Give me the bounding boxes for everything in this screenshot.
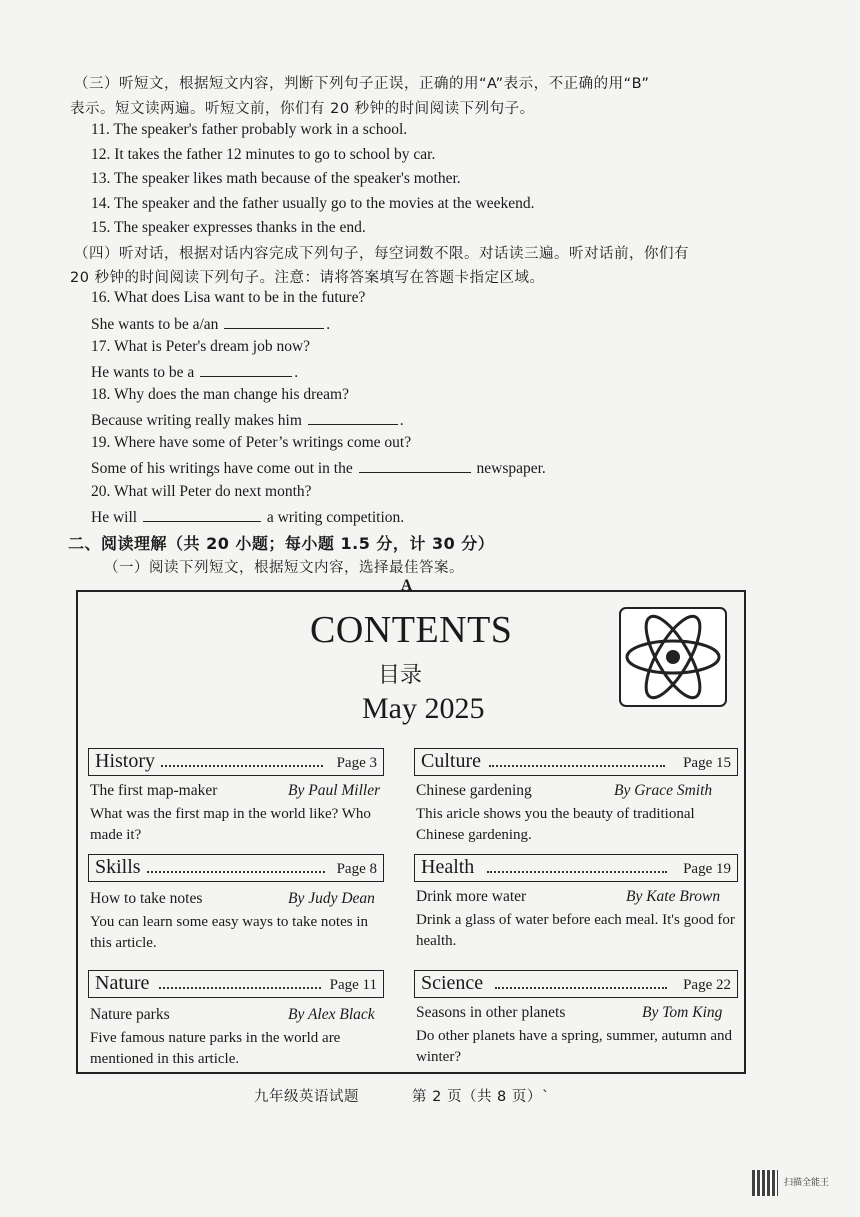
answer-20-prefix: He will xyxy=(91,509,138,526)
section-culture[interactable] xyxy=(414,748,738,776)
article-science-title: Seasons in other planets xyxy=(416,1004,566,1021)
section-culture-page: Page 15 xyxy=(683,755,731,771)
section-science-name: Science xyxy=(421,972,484,994)
section-health-leader xyxy=(487,861,667,873)
passage-label: A xyxy=(401,577,413,594)
article-health-author: By Kate Brown xyxy=(626,888,721,905)
section4-instruction-line1: （四）听对话，根据对话内容完成下列句子，每空词数不限。对话读三遍。听对话前，你们有 xyxy=(74,246,689,262)
answer-19-suffix: newspaper. xyxy=(476,460,546,477)
answer-19-blank[interactable] xyxy=(359,458,471,473)
section-history[interactable] xyxy=(88,748,384,776)
article-health-desc: Drink a glass of water before each meal. It's good for health. xyxy=(416,912,735,949)
answer-16-prefix: She wants to be a/an xyxy=(91,316,219,333)
article-culture-desc: This aricle shows you the beauty of traditional Chinese gardening. xyxy=(416,806,695,843)
answer-19-prefix: Some of his writings have come out in the xyxy=(91,460,353,477)
section3-instruction-line2: 表示。短文读两遍。听短文前，你们有 20 秒钟的时间阅读下列句子。 xyxy=(70,101,535,117)
question-13: 13. The speaker likes math because of the speaker's mother. xyxy=(91,170,461,187)
answer-18 xyxy=(91,410,404,430)
section-skills[interactable] xyxy=(88,854,384,882)
section-health-page: Page 19 xyxy=(683,861,731,877)
contents-title-cn: 目录 xyxy=(378,663,423,688)
question-18: 18. Why does the man change his dream? xyxy=(91,386,349,403)
article-nature-author: By Alex Black xyxy=(288,1006,375,1023)
answer-16 xyxy=(91,314,330,334)
section-history-leader xyxy=(161,755,323,767)
footer-page-info: 第 2 页（共 8 页）` xyxy=(412,1089,550,1105)
answer-19 xyxy=(91,458,546,478)
section-science[interactable] xyxy=(414,970,738,998)
answer-18-suffix: . xyxy=(399,412,404,429)
question-14: 14. The speaker and the father usually go to the movies at the weekend. xyxy=(91,195,535,212)
section-health-name: Health xyxy=(421,856,475,878)
article-nature-title: Nature parks xyxy=(90,1006,170,1023)
question-20: 20. What will Peter do next month? xyxy=(91,483,312,500)
article-history-title: The first map-maker xyxy=(90,782,218,799)
answer-20-blank[interactable] xyxy=(143,507,261,522)
section-nature-page: Page 11 xyxy=(329,977,377,993)
section-skills-leader xyxy=(147,861,325,873)
article-skills-desc: You can learn some easy ways to take notes in this article. xyxy=(90,914,368,951)
section-culture-name: Culture xyxy=(421,750,481,772)
question-17: 17. What is Peter's dream job now? xyxy=(91,338,311,355)
question-11: 11. The speaker's father probably work in a school. xyxy=(91,121,408,138)
article-culture-author: By Grace Smith xyxy=(614,782,713,799)
section-science-page: Page 22 xyxy=(683,977,731,993)
scanner-badge-label: 扫描全能王 xyxy=(784,1178,830,1188)
answer-17-prefix: He wants to be a xyxy=(91,364,195,381)
article-history-desc: What was the first map in the world like? Who made it? xyxy=(90,806,371,843)
article-health-title: Drink more water xyxy=(416,888,527,905)
article-nature-desc: Five famous nature parks in the world are mentioned in this article. xyxy=(90,1030,341,1067)
section-nature[interactable] xyxy=(88,970,384,998)
answer-17-blank[interactable] xyxy=(200,362,292,377)
question-12: 12. It takes the father 12 minutes to go to school by car. xyxy=(91,146,436,163)
section-history-name: History xyxy=(95,750,155,772)
section-culture-leader xyxy=(489,755,665,767)
section-science-leader xyxy=(495,977,667,989)
answer-20 xyxy=(91,507,404,527)
answer-20-suffix: a writing competition. xyxy=(266,509,405,526)
article-skills-title: How to take notes xyxy=(90,890,203,907)
answer-18-blank[interactable] xyxy=(308,410,398,425)
part2-subheading: （一）阅读下列短文，根据短文内容，选择最佳答案。 xyxy=(104,560,464,576)
answer-17 xyxy=(91,362,298,382)
section-skills-page: Page 8 xyxy=(336,861,377,877)
article-history-author: By Paul Miller xyxy=(288,782,381,799)
article-culture-title: Chinese gardening xyxy=(416,782,532,799)
section-skills-name: Skills xyxy=(95,856,141,878)
answer-18-prefix: Because writing really makes him xyxy=(91,412,302,429)
answer-17-suffix: . xyxy=(294,364,299,381)
atom-icon xyxy=(618,606,728,708)
footer-subject: 九年级英语试题 xyxy=(254,1089,359,1105)
section-nature-name: Nature xyxy=(95,972,150,994)
question-16: 16. What does Lisa want to be in the future? xyxy=(91,289,366,306)
section4-instruction-line2: 20 秒钟的时间阅读下列句子。注意：请将答案填写在答题卡指定区域。 xyxy=(70,270,545,286)
part2-heading: 二、阅读理解（共 20 小题；每小题 1.5 分，计 30 分） xyxy=(68,534,495,553)
article-science-author: By Tom King xyxy=(642,1004,723,1021)
question-19: 19. Where have some of Peter’s writings come out? xyxy=(91,434,412,451)
section-history-page: Page 3 xyxy=(336,755,377,771)
answer-16-suffix: . xyxy=(326,316,331,333)
section3-instruction-line1: （三）听短文，根据短文内容，判断下列句子正误，正确的用“A”表示，不正确的用“B” xyxy=(74,76,650,92)
answer-16-blank[interactable] xyxy=(224,314,324,329)
contents-date: May 2025 xyxy=(362,692,485,725)
section-health[interactable] xyxy=(414,854,738,882)
section-nature-leader xyxy=(159,977,321,989)
article-skills-author: By Judy Dean xyxy=(288,890,375,907)
contents-panel xyxy=(76,590,746,1074)
article-science-desc: Do other planets have a spring, summer, autumn and winter? xyxy=(416,1028,732,1065)
question-15: 15. The speaker expresses thanks in the end. xyxy=(91,219,366,236)
contents-title: CONTENTS xyxy=(310,609,513,651)
qr-code-icon xyxy=(752,1170,778,1196)
